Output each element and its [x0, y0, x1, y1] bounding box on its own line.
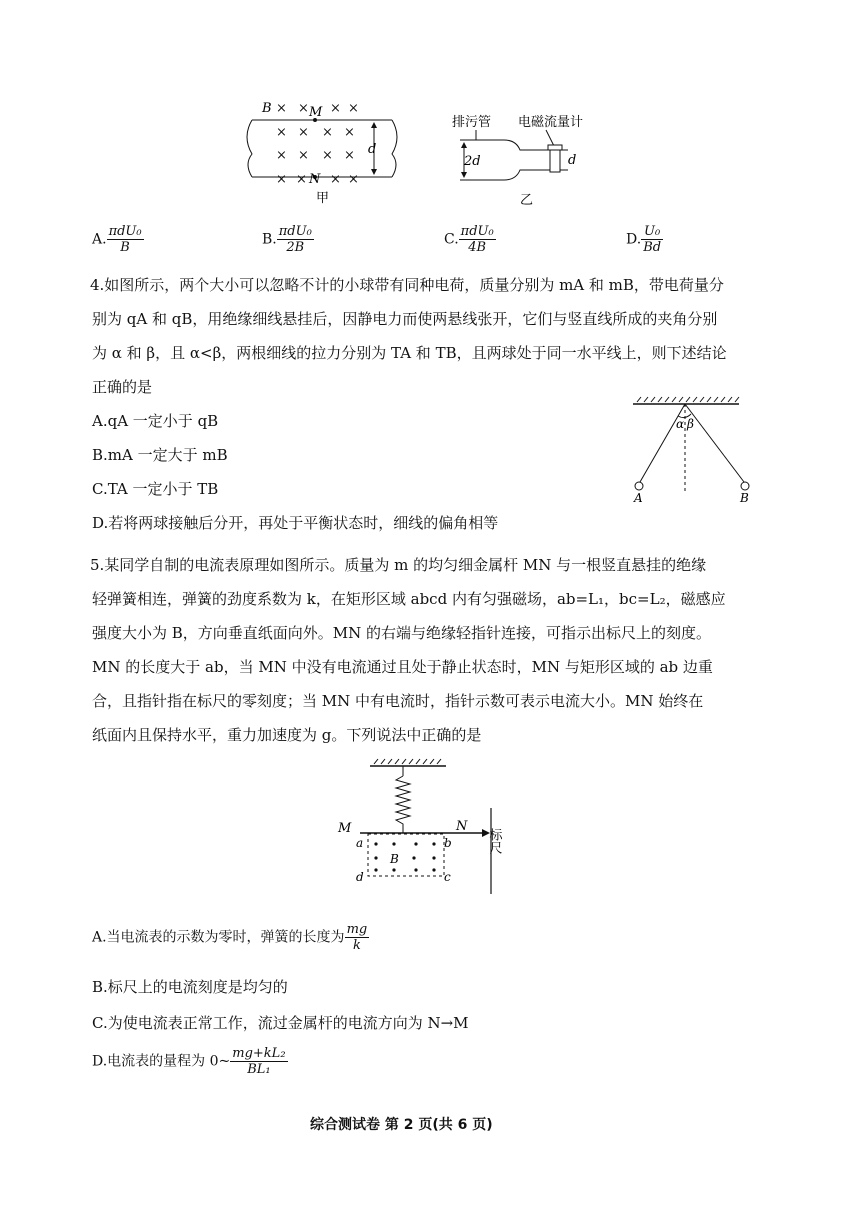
q4-line-2: 别为 qA 和 qB，用绝缘细线悬挂后，因静电力而使两悬线张开，它们与竖直线所成的夹角分别 — [92, 310, 718, 328]
svg-text:×: × — [344, 148, 355, 163]
q5-line-4: MN 的长度大于 ab，当 MN 中没有电流通过且处于静止状态时，MN 与矩形区域的 ab 边重 — [92, 658, 713, 676]
svg-text:×: × — [298, 148, 309, 163]
q3-option-c: C. $\frac{\text{πdU₀}}{4B}$ — [444, 224, 494, 255]
q4-line-1: 4.如图所示，两个大小可以忽略不计的小球带有同种电荷，质量分别为 mA 和 mB，带电荷量分 — [90, 276, 724, 294]
q4-fig-beta: β — [687, 417, 694, 431]
jia-caption: 甲 — [316, 191, 330, 204]
figure-q4 — [625, 392, 750, 504]
q3-option-a: A. $\frac{\text{πdU₀}}{B}$ — [92, 224, 142, 255]
svg-text:×: × — [298, 101, 309, 116]
svg-text:×: × — [276, 101, 287, 116]
figure-jia — [240, 92, 410, 204]
jia-label-B: B — [262, 101, 272, 116]
svg-text:×: × — [330, 101, 341, 116]
q3-option-d: D. $\frac{\text{U₀}}{Bd}$ — [626, 224, 662, 255]
q5-fig-scale: 标尺 — [486, 828, 502, 854]
svg-text:×: × — [348, 172, 359, 187]
q4-option-a: A.qA 一定小于 qB — [92, 412, 219, 430]
yi-caption: 乙 — [520, 193, 534, 208]
svg-text:×: × — [276, 125, 287, 140]
jia-label-M: M — [309, 105, 323, 120]
svg-text:×: × — [298, 125, 309, 140]
q5-option-b: B.标尺上的电流刻度是均匀的 — [92, 978, 288, 996]
svg-text:×: × — [276, 148, 287, 163]
yi-label-2d: 2d — [464, 154, 481, 169]
q5-fig-B: B — [390, 852, 399, 866]
q5-option-c: C.为使电流表正常工作，流过金属杆的电流方向为 N→M — [92, 1014, 469, 1032]
q3-option-b: B. $\frac{\text{πdU₀}}{2B}$ — [262, 224, 312, 255]
q5-line-1: 5.某同学自制的电流表原理如图所示。质量为 m 的均匀细金属杆 MN 与一根竖直悬挂的绝缘 — [90, 556, 707, 574]
q5-fig-d: d — [356, 870, 364, 884]
q4-option-c: C.TA 一定小于 TB — [92, 480, 219, 498]
jia-label-d: d — [368, 142, 377, 157]
q5-fig-N: N — [456, 819, 468, 834]
jia-label-N: N — [309, 172, 321, 187]
q5-line-2: 轻弹簧相连，弹簧的劲度系数为 k，在矩形区域 abcd 内有匀强磁场，ab=L₁，bc=L₂，磁感应 — [92, 590, 726, 608]
q4-fig-B: B — [740, 491, 749, 504]
q4-line-3: 为 α 和 β，且 α<β，两根细线的拉力分别为 TA 和 TB，且两球处于同一水平线上，则下述结论 — [92, 344, 727, 362]
q4-fig-alpha: α — [676, 417, 685, 431]
q5-fig-b: b — [444, 836, 452, 850]
q5-line-3: 强度大小为 B，方向垂直纸面向外。MN 的右端与绝缘轻指针连接，可指示出标尺上的刻度。 — [92, 624, 712, 642]
q5-line-5: 合，且指针指在标尺的零刻度；当 MN 中有电流时，指针示数可表示电流大小。MN 始终在 — [92, 692, 704, 710]
q5-option-d: D.电流表的量程为 0~ $\frac{\text{mg+kL₂}}{\text{BL₁}}$ — [92, 1046, 286, 1077]
svg-text:×: × — [276, 172, 287, 187]
q4-line-4: 正确的是 — [92, 378, 153, 396]
q5-fig-a: a — [356, 836, 364, 850]
q5-fig-c: c — [444, 870, 451, 884]
q4-fig-A: A — [634, 491, 643, 504]
q5-option-a: A.当电流表的示数为零时，弹簧的长度为 $\frac{mg}{k}$ — [92, 922, 368, 953]
q4-option-d: D.若将两球接触后分开，再处于平衡状态时，细线的偏角相等 — [92, 514, 499, 532]
svg-text:×: × — [296, 172, 307, 187]
svg-text:×: × — [344, 125, 355, 140]
yi-label-d: d — [568, 153, 577, 168]
svg-text:×: × — [322, 148, 333, 163]
yi-label-meter: 电磁流量计 — [518, 115, 584, 130]
yi-label-pipe: 排污管 — [452, 115, 492, 130]
q5-line-6: 纸面内且保持水平，重力加速度为 g。下列说法中正确的是 — [92, 726, 482, 744]
svg-text:×: × — [322, 125, 333, 140]
svg-text:×: × — [348, 101, 359, 116]
svg-text:×: × — [330, 172, 341, 187]
q4-option-b: B.mA 一定大于 mB — [92, 446, 228, 464]
q5-fig-M: M — [338, 821, 352, 836]
figure-yi — [446, 108, 616, 208]
page-footer: 综合测试卷 第 2 页(共 6 页) — [310, 1117, 493, 1133]
figure-q5 — [330, 758, 520, 898]
